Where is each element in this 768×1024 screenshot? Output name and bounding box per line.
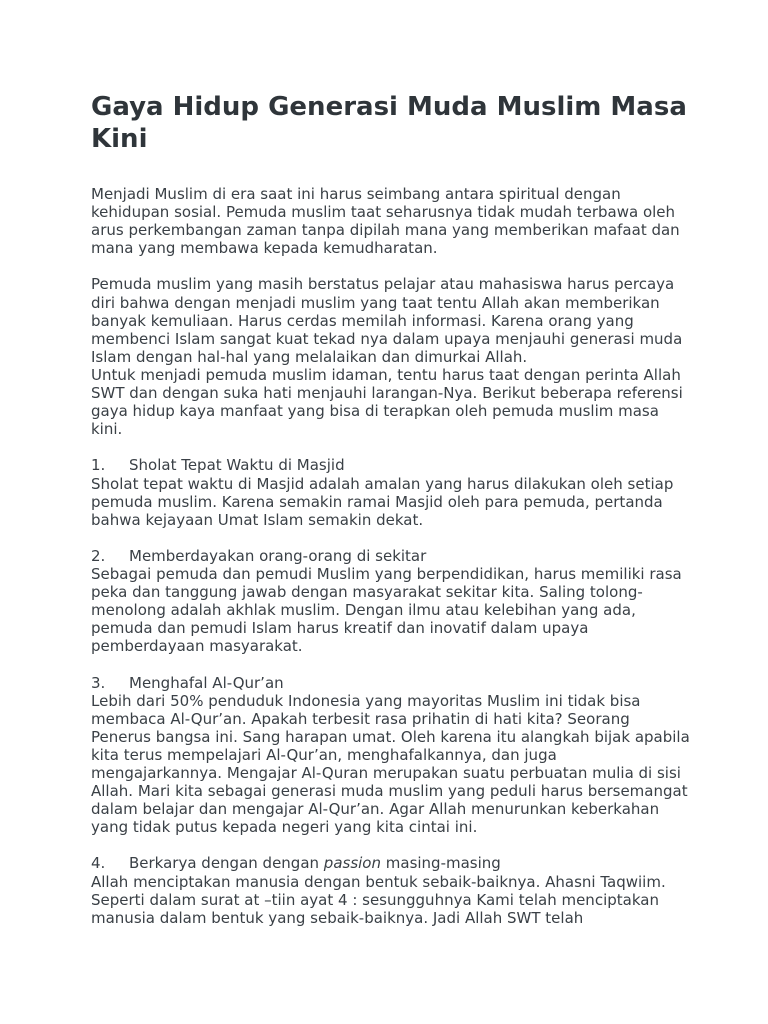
- list-item-body: Sebagai pemuda dan pemudi Muslim yang berpendidikan, harus memiliki rasa peka dan tanggung jawab dengan masyarakat sekitar kita. Saling tolong-menolong adalah akhlak muslim. Dengan ilmu atau kelebihan yang ada, pemuda dan pemudi Islam harus kreatif dan inovatif dalam upaya pemberdayaan masyarakat.: [91, 564, 682, 656]
- list-item-number: 1.: [91, 456, 106, 475]
- list-item-title-after: masing-masing: [381, 854, 501, 873]
- list-item-title-before: Berkarya dengan dengan: [129, 854, 324, 873]
- list-item-heading: [91, 547, 691, 565]
- list-item-number: 2.: [91, 546, 106, 565]
- list-item-1: [91, 456, 691, 528]
- list-item-body: Lebih dari 50% penduduk Indonesia yang mayoritas Muslim ini tidak bisa membaca Al-Qur’an. Apakah terbesit rasa prihatin di hati kita? Seorang Penerus bangsa ini. Sang harapan umat. Oleh karena itu alangkah bijak apabila kita terus mempelajari Al-Qur’an, menghafalkannya, dan juga mengajarkannya. Mengajar Al-Quran merupakan suatu perbuatan mulia di sisi Allah. Mari kita sebagai generasi muda muslim yang peduli harus bersemangat dalam belajar dan mengajar Al-Qur’an. Agar Allah menurunkan keberkahan yang tidak putus kepada negeri yang kita cintai ini.: [91, 691, 690, 837]
- list-item-number: 4.: [91, 854, 106, 873]
- list-item-3: [91, 674, 691, 837]
- list-item-heading: [91, 854, 691, 872]
- list-item-title: Memberdayakan orang-orang di sekitar: [129, 546, 427, 565]
- list-item-title: Menghafal Al-Qur’an: [129, 673, 284, 692]
- list-item-heading: [91, 456, 691, 474]
- paragraph-3: Untuk menjadi pemuda muslim idaman, tentu harus taat dengan perinta Allah SWT dan dengan suka hati menjauhi larangan-Nya. Berikut beberapa referensi gaya hidup kaya manfaat yang bisa di terapkan oleh pemuda muslim masa kini.: [91, 365, 683, 439]
- list-item-2: [91, 547, 691, 656]
- paragraph-gap: [91, 438, 691, 456]
- list-item-title: [129, 854, 501, 872]
- list-item-body: Sholat tepat waktu di Masjid adalah amalan yang harus dilakukan oleh setiap pemuda muslim. Karena semakin ramai Masjid oleh para pemuda, pertanda bahwa kejayaan Umat Islam semakin dekat.: [91, 474, 674, 529]
- list-item-body: Allah menciptakan manusia dengan bentuk sebaik-baiknya. Ahasni Taqwiim. Seperti dalam surat at –tiin ayat 4 : sesungguhnya Kami telah menciptakan manusia dalam bentuk yang sebaik-baiknya. Jadi Allah SWT telah: [91, 872, 666, 927]
- document-body: [91, 185, 691, 927]
- list-item-title: Sholat Tepat Waktu di Masjid: [129, 456, 345, 475]
- document-page: [91, 91, 691, 927]
- paragraph-2: Pemuda muslim yang masih berstatus pelajar atau mahasiswa harus percaya diri bahwa dengan menjadi muslim yang taat tentu Allah akan memberikan banyak kemuliaan. Harus cerdas memilah informasi. Karena orang yang membenci Islam sangat kuat tekad nya dalam upaya menjauhi generasi muda Islam dengan hal-hal yang melalaikan dan dimurkai Allah.: [91, 275, 683, 366]
- list-item-title-italic: passion: [323, 854, 381, 873]
- list-item-number: 3.: [91, 673, 106, 692]
- paragraph-gap: [91, 529, 691, 547]
- list-item-heading: [91, 674, 691, 692]
- document-title: Gaya Hidup Generasi Muda Muslim Masa Kini: [91, 92, 687, 154]
- paragraph-gap: [91, 836, 691, 854]
- paragraph-gap: [91, 257, 691, 275]
- paragraph-gap: [91, 655, 691, 673]
- intro-paragraph: Menjadi Muslim di era saat ini harus seimbang antara spiritual dengan kehidupan sosial. Pemuda muslim taat seharusnya tidak mudah terbawa oleh arus perkembangan zaman tanpa dipilah mana yang memberikan mafaat dan mana yang membawa kepada kemudharatan.: [91, 185, 680, 258]
- list-item-4: [91, 854, 691, 926]
